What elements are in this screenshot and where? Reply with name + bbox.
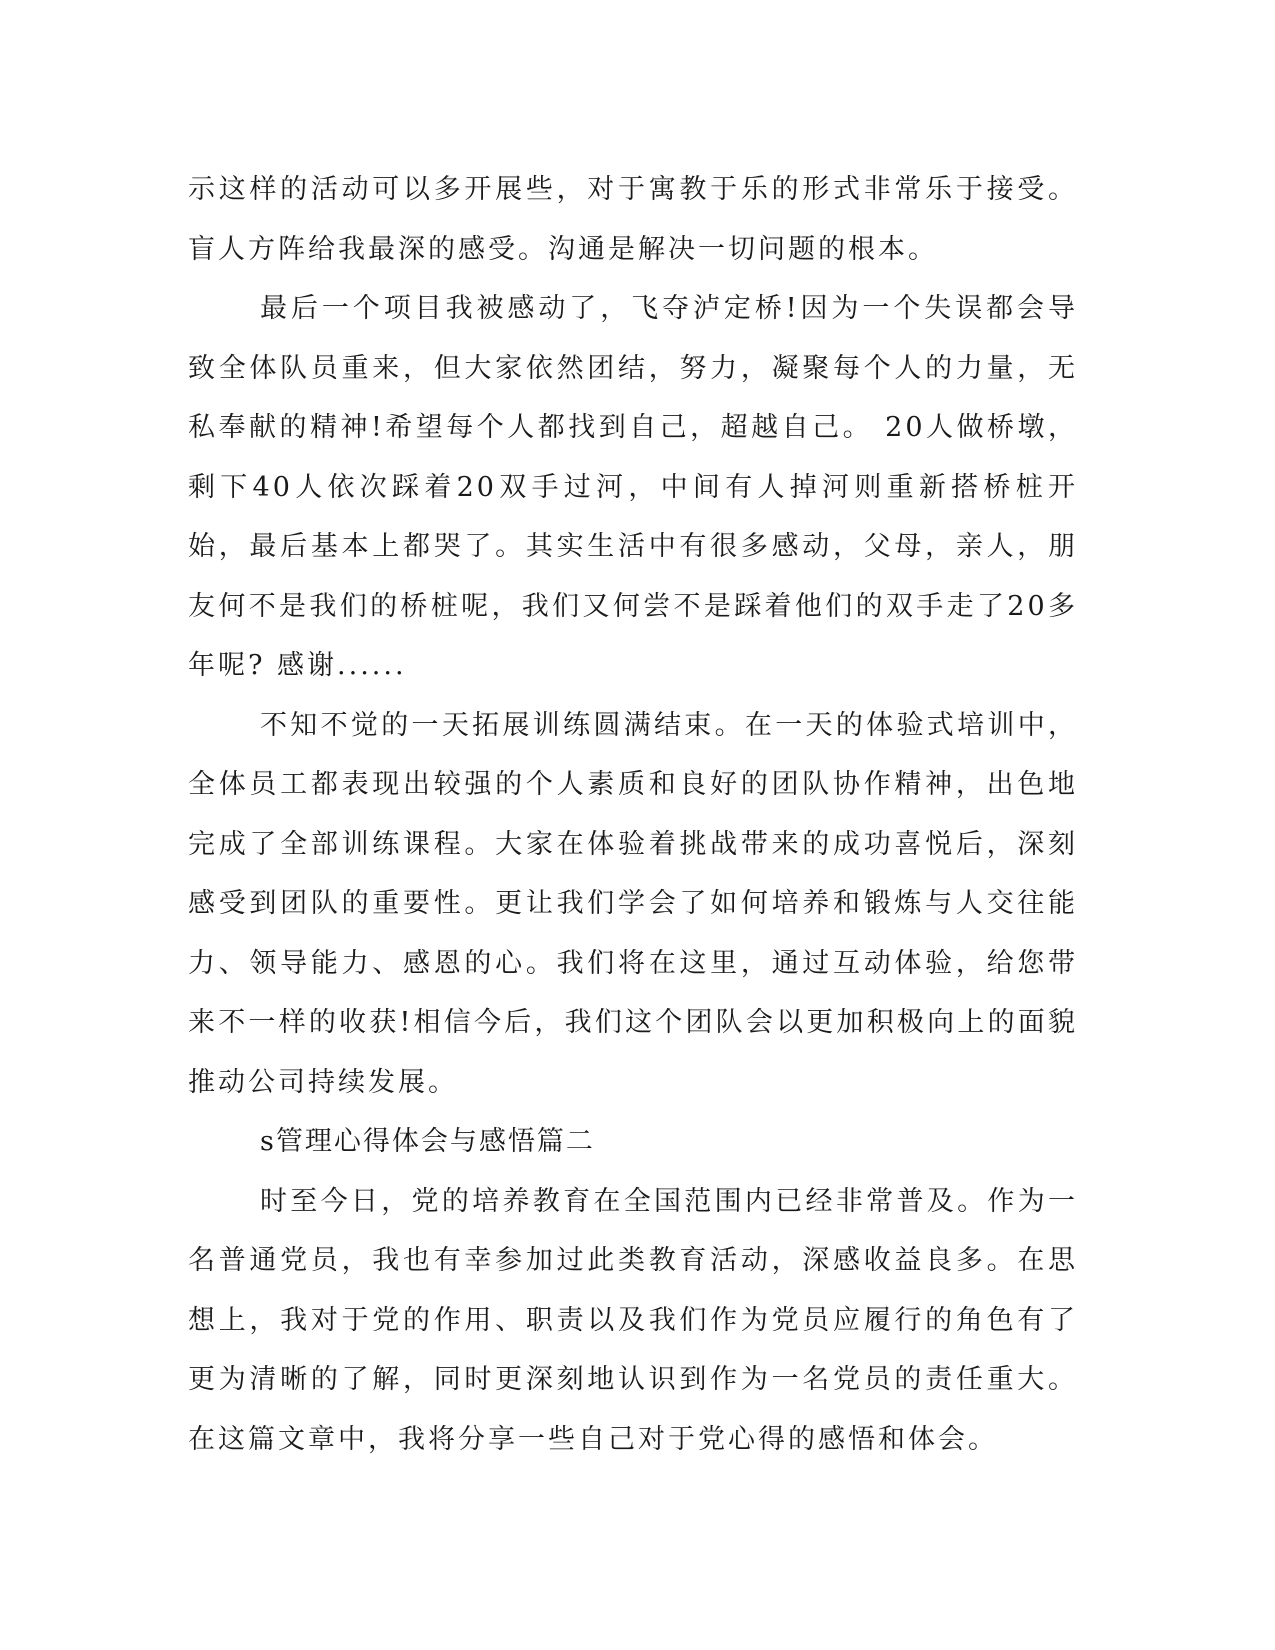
paragraph-luding-bridge: 最后一个项目我被感动了，飞夺泸定桥!因为一个失误都会导致全体队员重来，但大家依然团结，努力，凝聚每个人的力量，无私奉献的精神!希望每个人都找到自己，超越自己。 20人做桥墩，剩下40人依次踩着20双手过河，中间有人掉河则重新搭桥桩开始，最后基本上都哭了。其实生活中有很多感动，父母，亲人，朋友何不是我们的桥桩呢，我们又何尝不是踩着他们的双手走了20多年呢? 感谢...... bbox=[188, 293, 1078, 681]
paragraph-training-conclusion: 不知不觉的一天拓展训练圆满结束。在一天的体验式培训中，全体员工都表现出较强的个人素质和良好的团队协作精神，出色地完成了全部训练课程。大家在体验着挑战带来的成功喜悦后，深刻感受到团队的重要性。更让我们学会了如何培养和锻炼与人交往能力、领导能力、感恩的心。我们将在这里，通过互动体验，给您带来不一样的收获!相信今后，我们这个团队会以更加积极向上的面貌推动公司持续发展。 bbox=[188, 709, 1078, 1098]
paragraph-continuation: 示这样的活动可以多开展些，对于寓教于乐的形式非常乐于接受。盲人方阵给我最深的感受。沟通是解决一切问题的根本。 bbox=[188, 174, 1078, 265]
document-body bbox=[188, 160, 1078, 1469]
section-heading: s管理心得体会与感悟篇二 bbox=[260, 1126, 595, 1157]
paragraph-party-education: 时至今日，党的培养教育在全国范围内已经非常普及。作为一名普通党员，我也有幸参加过此类教育活动，深感收益良多。在思想上，我对于党的作用、职责以及我们作为党员应履行的角色有了更为清晰的了解，同时更深刻地认识到作为一名党员的责任重大。在这篇文章中，我将分享一些自己对于党心得的感悟和体会。 bbox=[188, 1185, 1078, 1455]
